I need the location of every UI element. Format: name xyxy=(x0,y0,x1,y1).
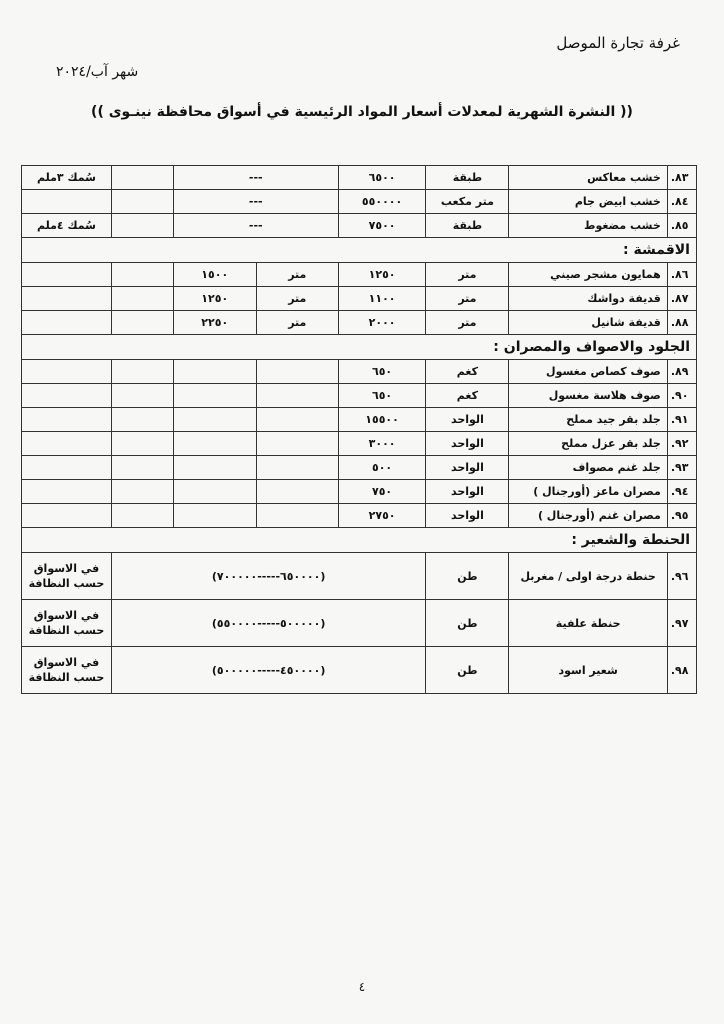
table-row xyxy=(22,408,697,432)
empty-cell xyxy=(111,504,173,528)
item-unit: الواحد xyxy=(426,480,509,504)
empty-cell xyxy=(22,408,112,432)
document-title: (( النشرة الشهرية لمعدلات أسعار المواد الرئيسية في أسواق محافظة نينـوى )) xyxy=(91,104,633,120)
item-number: ٩٥. xyxy=(667,504,696,528)
item-price: ٦٥٠ xyxy=(338,360,426,384)
table-row xyxy=(22,263,697,287)
empty-cell xyxy=(111,480,173,504)
item-price: ٥٠٠ xyxy=(338,456,426,480)
empty-cell xyxy=(22,360,112,384)
item-name: حنطة درجة اولى / مغربل xyxy=(509,553,667,600)
empty-cell xyxy=(111,166,173,190)
empty-cell xyxy=(22,504,112,528)
item-number: ٨٨. xyxy=(667,311,696,335)
item-note xyxy=(22,600,112,647)
item-price: ١١٠٠ xyxy=(338,287,426,311)
note-line: في الاسواق xyxy=(33,562,100,575)
item-price: ٣٠٠٠ xyxy=(338,432,426,456)
table-row xyxy=(22,432,697,456)
item-name: قديفة شانيل xyxy=(509,311,667,335)
section-title-leather: الجلود والاصواف والمصران : xyxy=(22,335,697,360)
item-range: --- xyxy=(173,190,338,214)
empty-cell xyxy=(173,408,256,432)
item-name: جلد بقر عزل مملح xyxy=(509,432,667,456)
item-price-2: ١٥٠٠ xyxy=(173,263,256,287)
table-row xyxy=(22,166,697,190)
empty-cell xyxy=(256,408,338,432)
empty-cell xyxy=(256,432,338,456)
empty-cell xyxy=(22,263,112,287)
table-row xyxy=(22,214,697,238)
item-unit: كغم xyxy=(426,360,509,384)
item-number: ٩٧. xyxy=(667,600,696,647)
item-name: مصران غنم (أورجنال ) xyxy=(509,504,667,528)
section-header xyxy=(22,528,697,553)
empty-cell xyxy=(256,456,338,480)
item-unit: الواحد xyxy=(426,408,509,432)
item-unit: طن xyxy=(426,600,509,647)
item-note xyxy=(22,647,112,694)
price-table xyxy=(21,165,697,694)
item-price: ٥٥٠٠٠٠ xyxy=(338,190,426,214)
item-number: ٨٤. xyxy=(667,190,696,214)
empty-cell xyxy=(22,480,112,504)
empty-cell xyxy=(111,311,173,335)
item-number: ٨٦. xyxy=(667,263,696,287)
empty-cell xyxy=(173,456,256,480)
item-unit: طبقة xyxy=(426,166,509,190)
item-unit: الواحد xyxy=(426,504,509,528)
empty-cell xyxy=(111,190,173,214)
item-number: ٩٨. xyxy=(667,647,696,694)
item-unit: كغم xyxy=(426,384,509,408)
item-price: ١٥٥٠٠ xyxy=(338,408,426,432)
note-line: حسب النظافة xyxy=(28,577,105,590)
empty-cell xyxy=(256,360,338,384)
empty-cell xyxy=(111,408,173,432)
item-note: سُمك ٤ملم xyxy=(22,214,112,238)
price-range: (٥٠٠٠٠٠-----٥٥٠٠٠٠) xyxy=(111,600,425,647)
item-price: ٦٥٠ xyxy=(338,384,426,408)
item-range: --- xyxy=(173,214,338,238)
item-price: ١٢٥٠ xyxy=(338,263,426,287)
empty-cell xyxy=(111,432,173,456)
item-name: صوف هلاسة مغسول xyxy=(509,384,667,408)
item-unit: الواحد xyxy=(426,432,509,456)
empty-cell xyxy=(22,311,112,335)
empty-cell xyxy=(256,504,338,528)
table-row xyxy=(22,311,697,335)
empty-cell xyxy=(22,432,112,456)
section-title-fabrics: الاقمشة : xyxy=(22,238,697,263)
item-price: ٢٠٠٠ xyxy=(338,311,426,335)
item-number: ٩٦. xyxy=(667,553,696,600)
table-row xyxy=(22,480,697,504)
item-note: سُمك ٣ملم xyxy=(22,166,112,190)
item-number: ٨٩. xyxy=(667,360,696,384)
item-name: خشب معاكس xyxy=(509,166,667,190)
table-row xyxy=(22,287,697,311)
item-note xyxy=(22,190,112,214)
item-note xyxy=(22,553,112,600)
item-name: خشب مضغوط xyxy=(509,214,667,238)
empty-cell xyxy=(111,263,173,287)
empty-cell xyxy=(22,456,112,480)
table-row xyxy=(22,600,697,647)
item-range: --- xyxy=(173,166,338,190)
item-unit: طن xyxy=(426,647,509,694)
item-number: ٨٥. xyxy=(667,214,696,238)
item-unit-2: متر xyxy=(256,287,338,311)
table-row xyxy=(22,504,697,528)
item-unit: متر xyxy=(426,311,509,335)
item-price: ٢٧٥٠ xyxy=(338,504,426,528)
price-range: (٦٥٠٠٠٠-----٧٠٠٠٠٠) xyxy=(111,553,425,600)
empty-cell xyxy=(173,432,256,456)
empty-cell xyxy=(256,480,338,504)
empty-cell xyxy=(173,480,256,504)
table-row xyxy=(22,456,697,480)
item-name: مصران ماعز (أورجنال ) xyxy=(509,480,667,504)
item-price-2: ٢٢٥٠ xyxy=(173,311,256,335)
item-unit: طبقة xyxy=(426,214,509,238)
section-header xyxy=(22,335,697,360)
section-title-grains: الحنطة والشعير : xyxy=(22,528,697,553)
price-range: (٤٥٠٠٠٠-----٥٠٠٠٠٠) xyxy=(111,647,425,694)
report-month: شهر آب/٢٠٢٤ xyxy=(56,64,139,80)
note-line: في الاسواق xyxy=(33,609,100,622)
item-price-2: ١٢٥٠ xyxy=(173,287,256,311)
item-unit: متر xyxy=(426,263,509,287)
empty-cell xyxy=(111,360,173,384)
empty-cell xyxy=(111,214,173,238)
note-line: في الاسواق xyxy=(33,656,100,669)
page-number: ٤ xyxy=(358,980,366,994)
item-number: ٩١. xyxy=(667,408,696,432)
item-price: ٧٥٠ xyxy=(338,480,426,504)
item-unit: طن xyxy=(426,553,509,600)
table-row xyxy=(22,647,697,694)
item-unit-2: متر xyxy=(256,263,338,287)
empty-cell xyxy=(173,384,256,408)
item-price: ٧٥٠٠ xyxy=(338,214,426,238)
empty-cell xyxy=(256,384,338,408)
item-number: ٩٢. xyxy=(667,432,696,456)
note-line: حسب النظافة xyxy=(28,624,105,637)
empty-cell xyxy=(111,287,173,311)
table-row xyxy=(22,190,697,214)
empty-cell xyxy=(173,360,256,384)
item-name: جلد غنم مصواف xyxy=(509,456,667,480)
empty-cell xyxy=(111,384,173,408)
item-price: ٦٥٠٠ xyxy=(338,166,426,190)
empty-cell xyxy=(22,384,112,408)
item-number: ٩٣. xyxy=(667,456,696,480)
item-name: شعير اسود xyxy=(509,647,667,694)
item-unit: متر مكعب xyxy=(426,190,509,214)
item-number: ٨٣. xyxy=(667,166,696,190)
empty-cell xyxy=(173,504,256,528)
item-name: صوف كصاص مغسول xyxy=(509,360,667,384)
item-unit-2: متر xyxy=(256,311,338,335)
item-unit: متر xyxy=(426,287,509,311)
note-line: حسب النظافة xyxy=(28,671,105,684)
item-name: جلد بقر جيد مملح xyxy=(509,408,667,432)
organization-name: غرفة تجارة الموصل xyxy=(556,34,680,52)
item-number: ٩٤. xyxy=(667,480,696,504)
item-name: خشب ابيض جام xyxy=(509,190,667,214)
table-row xyxy=(22,384,697,408)
item-name: حنطة علفية xyxy=(509,600,667,647)
item-name: قديفة دواشك xyxy=(509,287,667,311)
table-row xyxy=(22,360,697,384)
empty-cell xyxy=(111,456,173,480)
item-unit: الواحد xyxy=(426,456,509,480)
section-header xyxy=(22,238,697,263)
item-number: ٨٧. xyxy=(667,287,696,311)
empty-cell xyxy=(22,287,112,311)
table-row xyxy=(22,553,697,600)
item-number: ٩٠. xyxy=(667,384,696,408)
item-name: همايون مشجر صيني xyxy=(509,263,667,287)
